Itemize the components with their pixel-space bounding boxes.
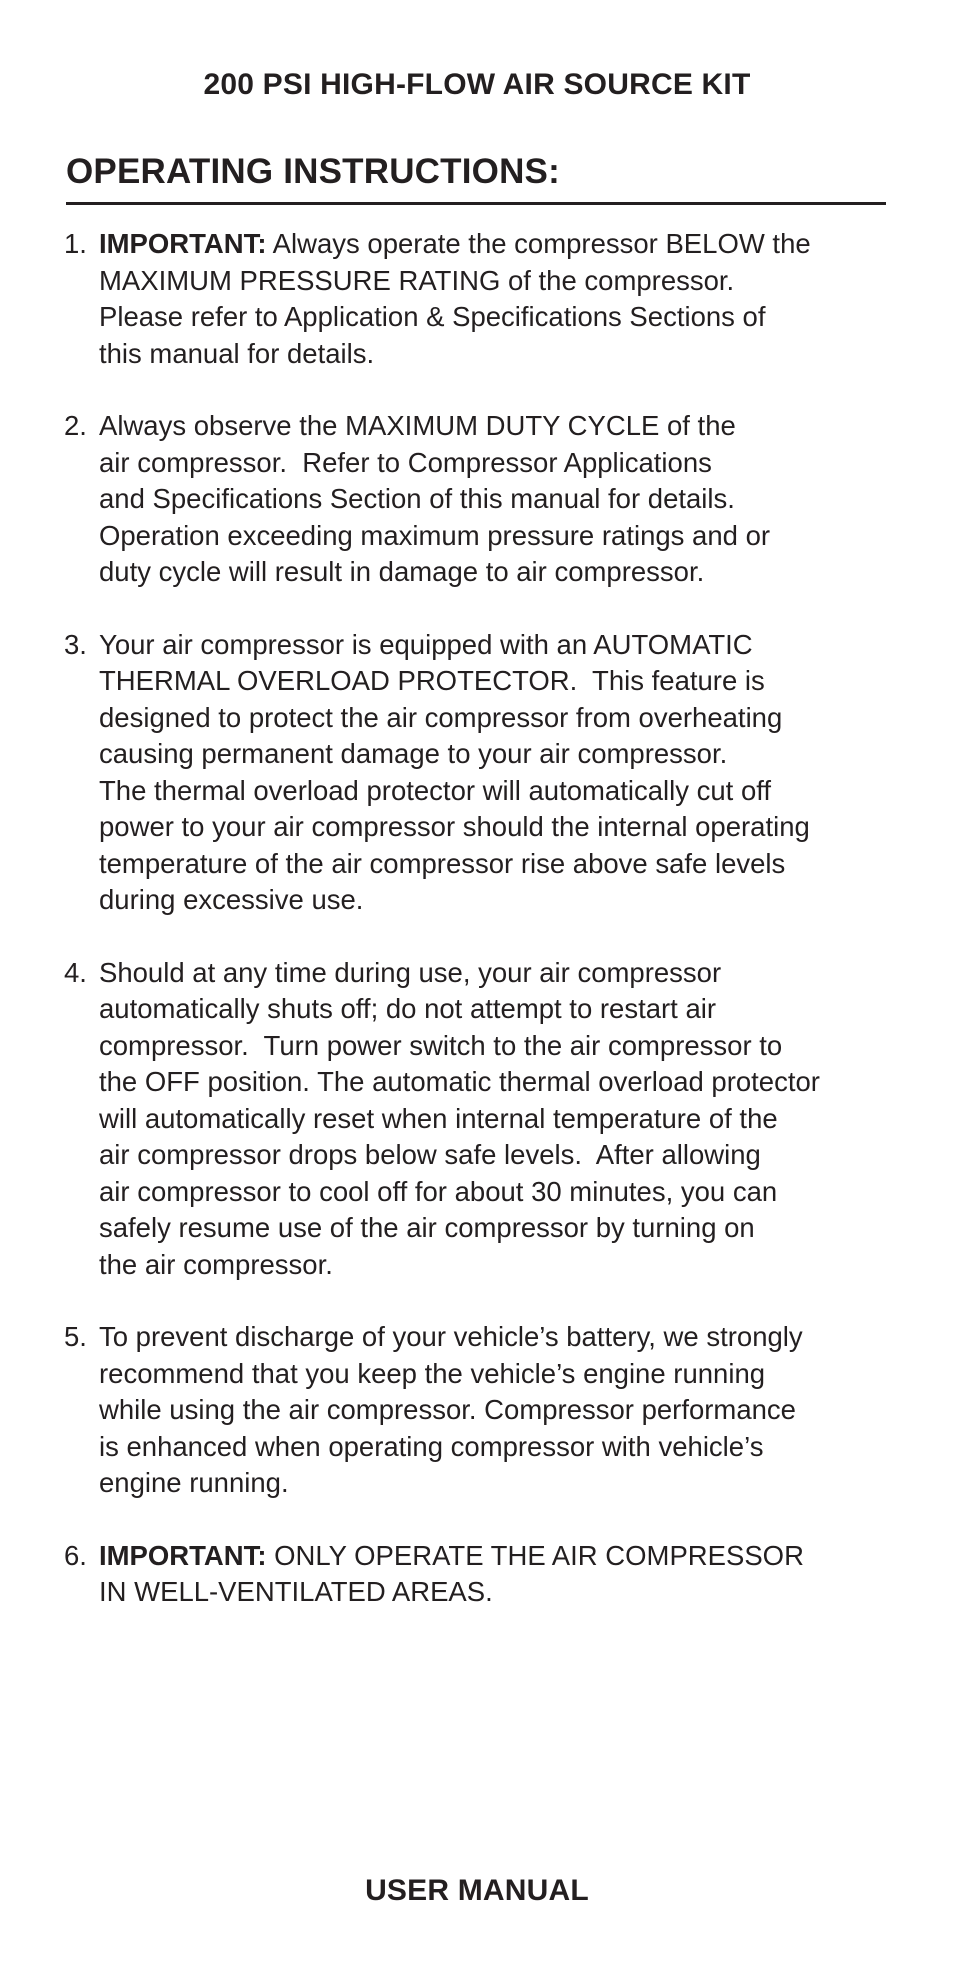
instruction-line: will automatically reset when internal temperature of the [99, 1102, 778, 1134]
instruction-text [99, 1319, 904, 1502]
instruction-line: Operation exceeding maximum pressure ratings and or [99, 519, 771, 551]
instruction-line: IN WELL-VENTILATED AREAS. [99, 1576, 493, 1607]
instruction-text [99, 1538, 904, 1611]
instruction-line: the OFF position. The automatic thermal overload protector [99, 1066, 820, 1097]
instruction-line: To prevent discharge of your vehicle’s battery, we strongly [99, 1321, 803, 1352]
instruction-line: causing permanent damage to your air compressor. [99, 738, 728, 769]
instruction-line: air compressor. Refer to Compressor Applications [99, 446, 712, 478]
instruction-line: while using the air compressor. Compressor performance [99, 1394, 796, 1425]
instruction-number: 2. [64, 410, 87, 441]
instruction-line: THERMAL OVERLOAD PROTECTOR. This feature is [99, 665, 765, 696]
instruction-line [99, 1538, 904, 1575]
instruction-text [99, 408, 904, 591]
instruction-item [64, 1319, 904, 1502]
instruction-number: 1. [64, 228, 87, 259]
instruction-line: Please refer to Application & Specifications Sections of [99, 301, 766, 332]
instruction-line: this manual for details. [99, 337, 375, 369]
document-title: 200 PSI HIGH-FLOW AIR SOURCE KIT [203, 68, 751, 101]
instruction-number: 4. [64, 956, 87, 988]
instruction-item [64, 955, 904, 1284]
instruction-line: The thermal overload protector will automatically cut off [99, 774, 772, 806]
instruction-number: 5. [64, 1321, 87, 1352]
instruction-line: and Specifications Section of this manual for details. [99, 483, 735, 514]
instruction-line: during excessive use. [99, 884, 364, 915]
instruction-line-text: ONLY OPERATE THE AIR COMPRESSOR [266, 1539, 804, 1571]
footer-label: USER MANUAL [365, 1874, 589, 1907]
important-label: IMPORTANT: [99, 228, 267, 259]
instruction-line: duty cycle will result in damage to air compressor. [99, 556, 705, 587]
instruction-text [99, 627, 904, 919]
instruction-text [99, 955, 904, 1284]
instruction-line: the air compressor. [99, 1248, 333, 1280]
instruction-line: safely resume use of the air compressor by turning on [99, 1212, 755, 1243]
important-label: IMPORTANT: [99, 1539, 267, 1571]
instruction-item [64, 408, 904, 591]
instruction-number: 3. [64, 628, 87, 660]
instruction-line: engine running. [99, 1467, 289, 1498]
instruction-line: Your air compressor is equipped with an AUTOMATIC [99, 628, 753, 660]
instruction-item [64, 1538, 904, 1611]
instruction-line: automatically shuts off; do not attempt to restart air [99, 993, 717, 1024]
instruction-line [99, 226, 904, 263]
instruction-line: compressor. Turn power switch to the air compressor to [99, 1029, 783, 1061]
instruction-list [64, 226, 904, 1647]
instruction-text [99, 226, 904, 372]
instruction-line-text: Always operate the compressor BELOW the [266, 228, 811, 259]
instruction-line: is enhanced when operating compressor with vehicle’s [99, 1430, 764, 1462]
instruction-line: Always observe the MAXIMUM DUTY CYCLE of the [99, 410, 736, 441]
instruction-line: power to your air compressor should the internal operating [99, 811, 810, 842]
instruction-number: 6. [64, 1539, 87, 1571]
instruction-line: recommend that you keep the vehicle’s engine running [99, 1357, 766, 1389]
instruction-line: Should at any time during use, your air compressor [99, 956, 722, 988]
instruction-item [64, 226, 904, 372]
section-heading: OPERATING INSTRUCTIONS: [66, 152, 560, 191]
instruction-line: air compressor drops below safe levels. After allowing [99, 1139, 761, 1170]
instruction-line: air compressor to cool off for about 30 minutes, you can [99, 1175, 778, 1207]
instruction-line: designed to protect the air compressor from overheating [99, 701, 783, 733]
instruction-line: temperature of the air compressor rise above safe levels [99, 847, 786, 879]
instruction-line: MAXIMUM PRESSURE RATING of the compressor. [99, 264, 735, 296]
heading-divider [66, 202, 886, 205]
instruction-item [64, 627, 904, 919]
